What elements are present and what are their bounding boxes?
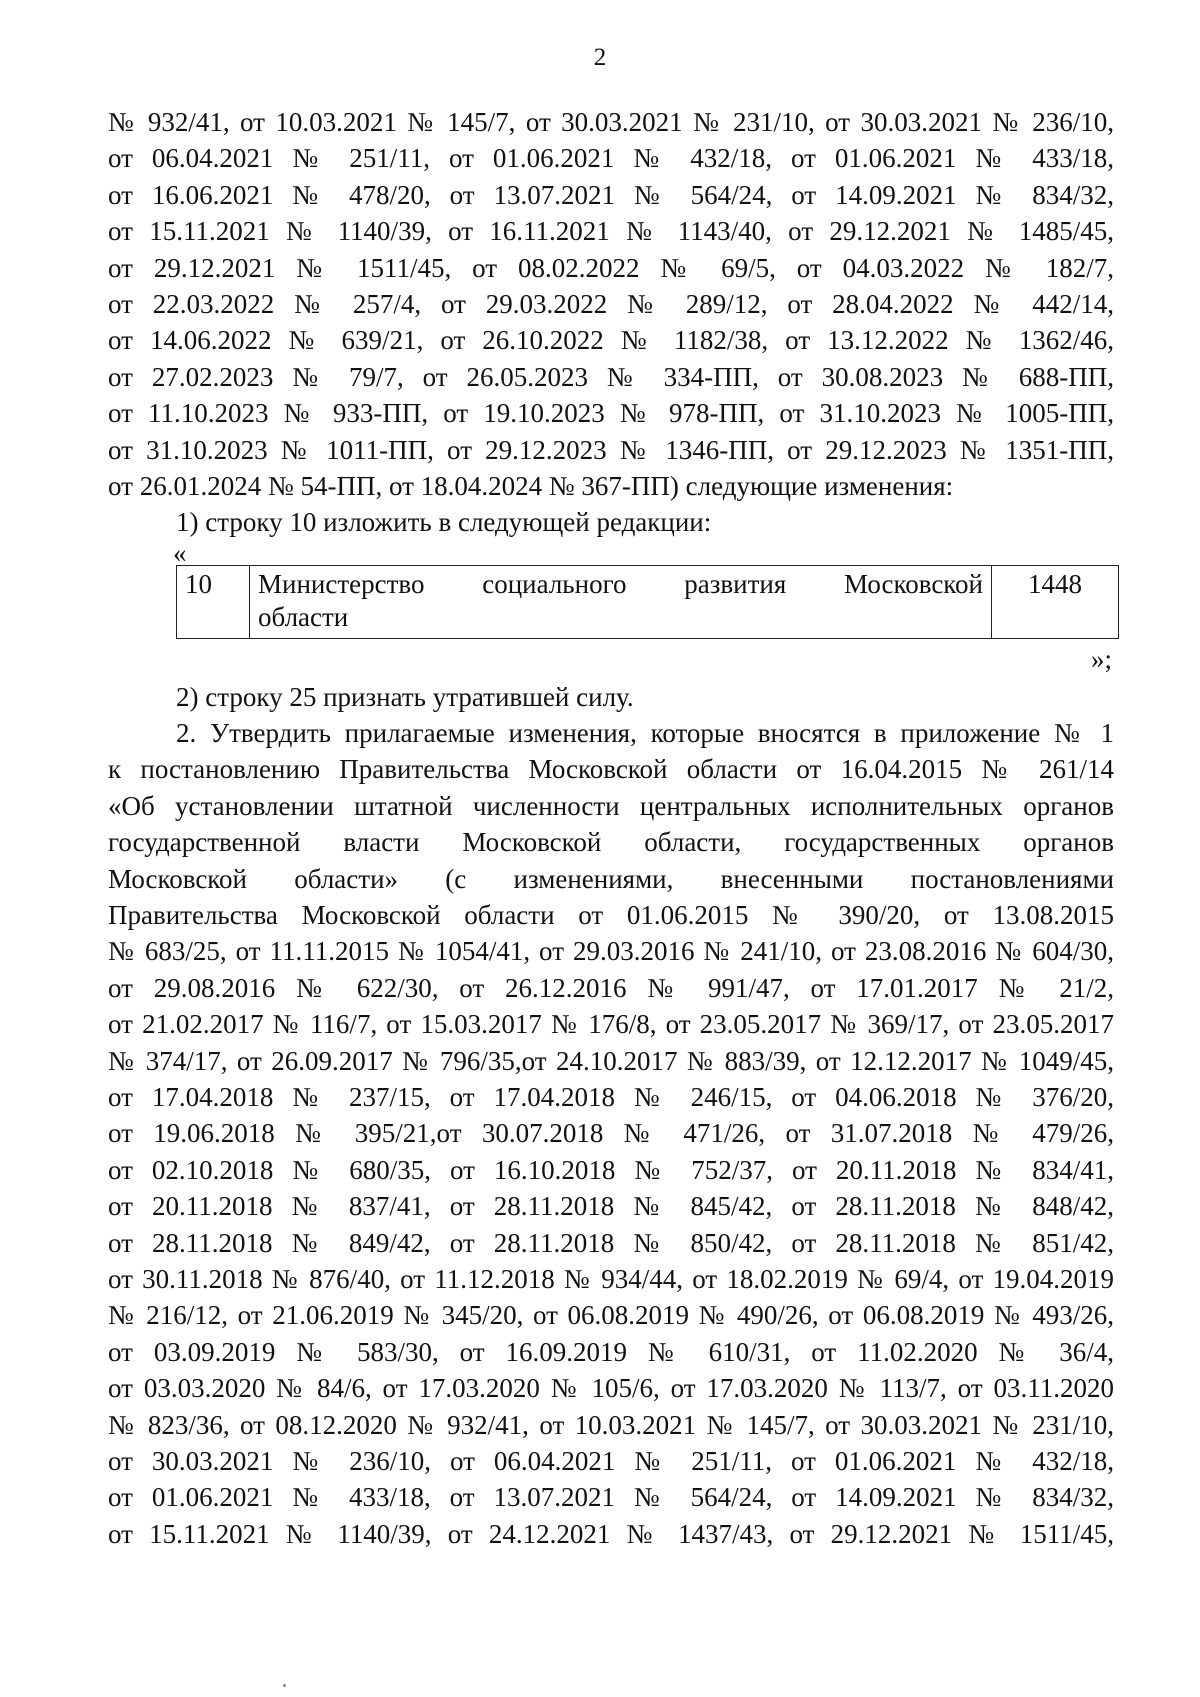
text-line: от 29.12.2021 № 1511/45, от 08.02.2022 № 69/5, от 04.03.2022 № 182/7, xyxy=(108,252,1114,283)
text-line: от 15.11.2021 № 1140/39, от 24.12.2021 № 1437/43, от 29.12.2021 № 1511/45, xyxy=(108,1518,1114,1549)
text-line: от 03.09.2019 № 583/30, от 16.09.2019 № 610/31, от 11.02.2020 № 36/4, xyxy=(108,1336,1114,1367)
table-row xyxy=(177,565,1119,638)
text-line: от 28.11.2018 № 849/42, от 28.11.2018 № 850/42, от 28.11.2018 № 851/42, xyxy=(108,1227,1114,1258)
text-line: от 15.11.2021 № 1140/39, от 16.11.2021 № 1143/40, от 29.12.2021 № 1485/45, xyxy=(108,216,1114,247)
text-line: от 31.10.2023 № 1011-ПП, от 29.12.2023 № 1346-ПП, от 29.12.2023 № 1351-ПП, xyxy=(108,434,1114,465)
text-line: от 02.10.2018 № 680/35, от 16.10.2018 № 752/37, от 20.11.2018 № 834/41, xyxy=(108,1154,1114,1185)
text-line: от 06.04.2021 № 251/11, от 01.06.2021 № 432/18, от 01.06.2021 № 433/18, xyxy=(108,143,1114,174)
list-item-2: 2) строку 25 признать утратившей силу. xyxy=(176,681,634,712)
scan-speck xyxy=(283,1684,286,1687)
replacement-row-table xyxy=(176,565,1119,639)
text-line: № 683/25, от 11.11.2015 № 1054/41, от 29.03.2016 № 241/10, от 23.08.2016 № 604/30, xyxy=(108,936,1114,967)
document-body xyxy=(108,104,1114,1552)
row-name-line2: области xyxy=(258,601,349,632)
text-line: от 30.03.2021 № 236/10, от 06.04.2021 № 251/11, от 01.06.2021 № 432/18, xyxy=(108,1445,1114,1476)
row-name-line1: Министерство социального развития Московской xyxy=(258,568,983,599)
text-line: от 16.06.2021 № 478/20, от 13.07.2021 № 564/24, от 14.09.2021 № 834/32, xyxy=(108,179,1114,210)
text-line-last: от 26.01.2024 № 54-ПП, от 18.04.2024 № 367-ПП) следующие изменения: xyxy=(108,470,954,501)
text-line: от 19.06.2018 № 395/21,от 30.07.2018 № 471/26, от 31.07.2018 № 479/26, xyxy=(108,1118,1114,1149)
text-line: от 20.11.2018 № 837/41, от 28.11.2018 № 845/42, от 28.11.2018 № 848/42, xyxy=(108,1191,1114,1222)
text-line: Московской области» (с изменениями, внесенными постановлениями xyxy=(108,863,1114,894)
row-name-cell xyxy=(250,565,992,638)
text-line-first: 2. Утвердить прилагаемые изменения, которые вносятся в приложение № 1 xyxy=(176,718,1114,749)
text-line: от 17.04.2018 № 237/15, от 17.04.2018 № 246/15, от 04.06.2018 № 376/20, xyxy=(108,1081,1114,1112)
text-line: от 27.02.2023 № 79/7, от 26.05.2023 № 334-ПП, от 30.08.2023 № 688-ПП, xyxy=(108,361,1114,392)
list-item-1: 1) строку 10 изложить в следующей редакции: xyxy=(176,507,712,538)
text-line: от 14.06.2022 № 639/21, от 26.10.2022 № 1182/38, от 13.12.2022 № 1362/46, xyxy=(108,325,1114,356)
text-line: «Об установлении штатной численности центральных исполнительных органов xyxy=(108,790,1114,821)
closing-quote: »; xyxy=(1090,643,1112,674)
text-line: от 29.08.2016 № 622/30, от 26.12.2016 № 991/47, от 17.01.2017 № 21/2, xyxy=(108,972,1114,1003)
text-line: № 216/12, от 21.06.2019 № 345/20, от 06.08.2019 № 490/26, от 06.08.2019 № 493/26, xyxy=(108,1300,1114,1331)
text-line: к постановлению Правительства Московской области от 16.04.2015 № 261/14 xyxy=(108,754,1114,785)
paragraph-approve-changes xyxy=(108,715,1114,1552)
text-line: № 374/17, от 26.09.2017 № 796/35,от 24.10.2017 № 883/39, от 12.12.2017 № 1049/45, xyxy=(108,1045,1114,1076)
text-line: № 823/36, от 08.12.2020 № 932/41, от 10.03.2021 № 145/7, от 30.03.2021 № 231/10, xyxy=(108,1409,1114,1440)
text-line: от 11.10.2023 № 933-ПП, от 19.10.2023 № 978-ПП, от 31.10.2023 № 1005-ПП, xyxy=(108,398,1114,429)
row-number-cell: 10 xyxy=(177,565,250,638)
paragraph-amendments-list xyxy=(108,104,1114,504)
text-line: Правительства Московской области от 01.06.2015 № 390/20, от 13.08.2015 xyxy=(108,900,1114,931)
opening-quote: « xyxy=(173,537,187,568)
text-line: государственной власти Московской области, государственных органов xyxy=(108,827,1114,858)
text-line: от 22.03.2022 № 257/4, от 29.03.2022 № 289/12, от 28.04.2022 № 442/14, xyxy=(108,288,1114,319)
page-number: 2 xyxy=(593,44,607,71)
row-value-cell: 1448 xyxy=(992,565,1119,638)
text-line: от 21.02.2017 № 116/7, от 15.03.2017 № 176/8, от 23.05.2017 № 369/17, от 23.05.2017 xyxy=(108,1009,1114,1040)
text-line: от 30.11.2018 № 876/40, от 11.12.2018 № 934/44, от 18.02.2019 № 69/4, от 19.04.2019 xyxy=(108,1263,1114,1294)
text-line: № 932/41, от 10.03.2021 № 145/7, от 30.03.2021 № 231/10, от 30.03.2021 № 236/10, xyxy=(108,107,1114,137)
text-line: от 03.03.2020 № 84/6, от 17.03.2020 № 105/6, от 17.03.2020 № 113/7, от 03.11.2020 xyxy=(108,1373,1114,1404)
text-line: от 01.06.2021 № 433/18, от 13.07.2021 № 564/24, от 14.09.2021 № 834/32, xyxy=(108,1482,1114,1513)
